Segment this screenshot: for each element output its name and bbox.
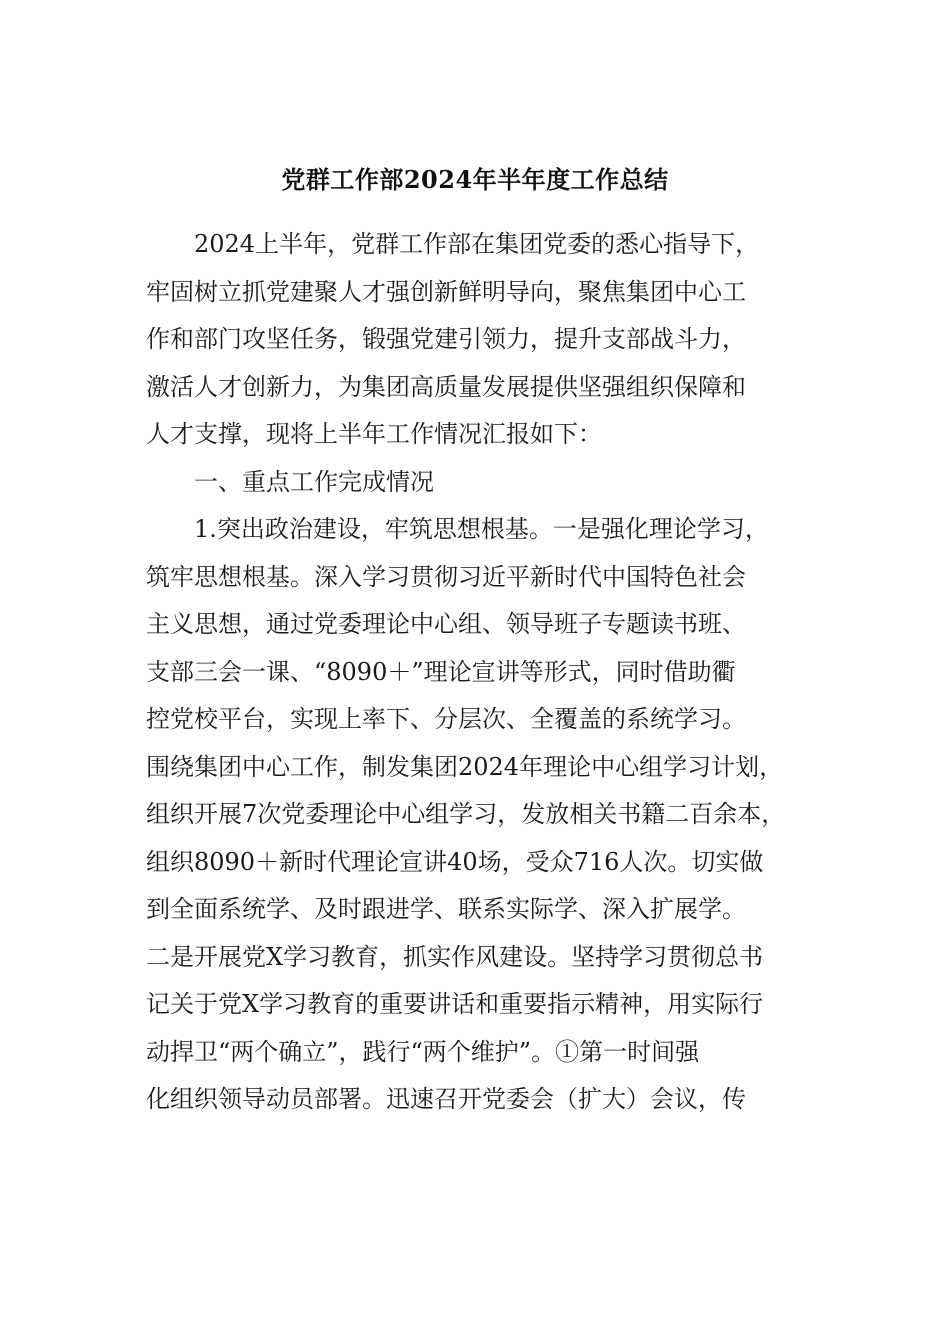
paragraph-line: 主义思想，通过党委理论中心组、领导班子专题读书班、 xyxy=(146,610,746,638)
paragraph-line: 控党校平台，实现上率下、分层次、全覆盖的系统学习。 xyxy=(146,705,746,733)
paragraph-line: 人才支撑，现将上半年工作情况汇报如下： xyxy=(146,420,602,448)
paragraph-line: 组织8090＋新时代理论宣讲40场，受众716人次。切实做 xyxy=(146,847,764,876)
section-heading-text: 一、重点工作完成情况 xyxy=(194,467,434,496)
paragraph-line: 二是开展党X学习教育，抓实作风建设。坚持学习贯彻总书 xyxy=(146,942,764,971)
paragraph-line: 1.突出政治建设，牢筑思想根基。一是强化理论学习， xyxy=(194,515,769,543)
document-body xyxy=(146,221,806,1124)
paragraph-line: 到全面系统学、及时跟进学、联系实际学、深入扩展学。 xyxy=(146,895,746,923)
paragraph-line: 组织开展7次党委理论中心组学习，发放相关书籍二百余本， xyxy=(146,800,786,828)
document-title: 党群工作部2024年半年度工作总结 xyxy=(281,165,669,194)
paragraph-line: 记关于党X学习教育的重要讲话和重要指示精神，用实际行 xyxy=(146,990,764,1018)
paragraph-line: 筑牢思想根基。深入学习贯彻习近平新时代中国特色社会 xyxy=(146,562,746,591)
paragraph-line: 动捍卫“两个确立”，践行“两个维护”。①第一时间强 xyxy=(146,1037,700,1066)
paragraph-line: 支部三会一课、“8090＋”理论宣讲等形式，同时借助衢 xyxy=(146,657,736,686)
intro-paragraph xyxy=(146,221,806,459)
paragraph-line: 激活人才创新力，为集团高质量发展提供坚强组织保障和 xyxy=(146,372,746,401)
section-1-paragraph xyxy=(146,506,806,1124)
paragraph-line: 牢固树立抓党建聚人才强创新鲜明导向，聚焦集团中心工 xyxy=(146,277,746,306)
paragraph-line: 作和部门攻坚任务，锻强党建引领力，提升支部战斗力， xyxy=(146,325,746,353)
paragraph-line: 围绕集团中心工作，制发集团2024年理论中心组学习计划， xyxy=(146,752,784,781)
section-heading xyxy=(146,459,806,507)
paragraph-line: 化组织领导动员部署。迅速召开党委会（扩大）会议，传 xyxy=(146,1085,746,1113)
paragraph-line: 2024上半年，党群工作部在集团党委的悉心指导下， xyxy=(194,230,760,258)
